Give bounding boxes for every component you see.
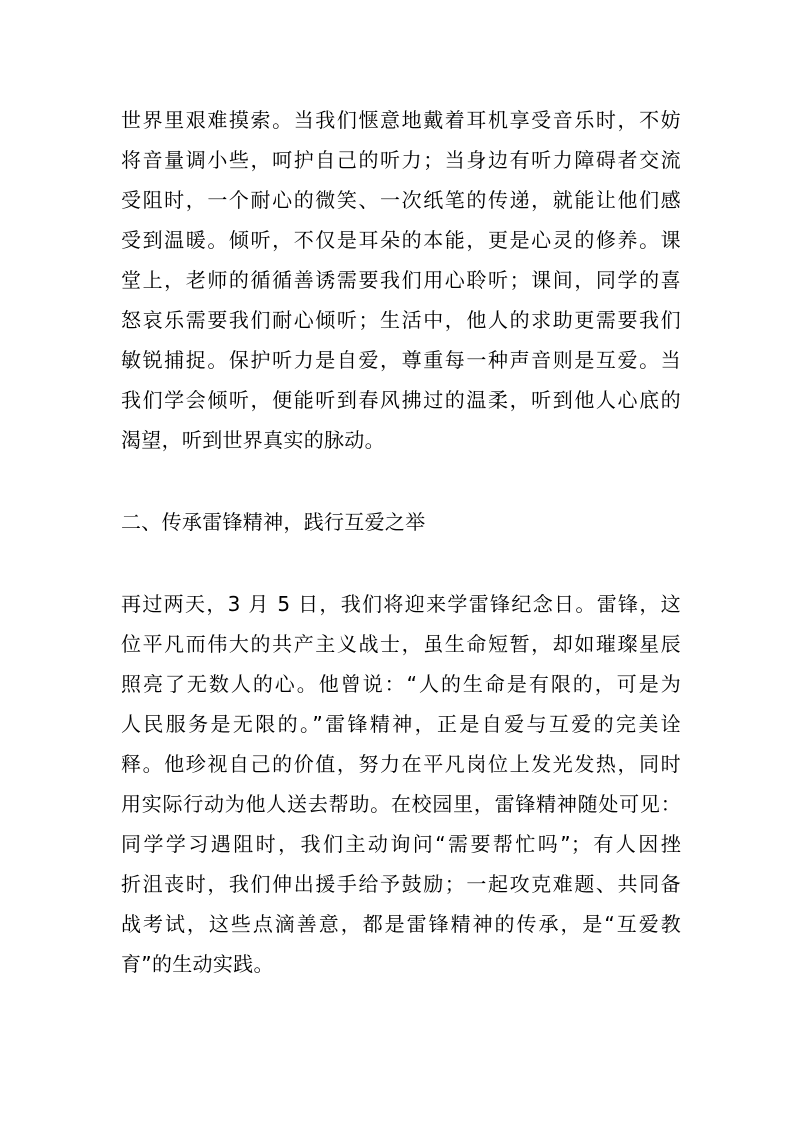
text-line: 再过两天，3 月 5 日，我们将迎来学雷锋纪念日。雷锋，这 (121, 592, 681, 616)
document-body (121, 100, 681, 984)
text-line: 世界里艰难摸索。当我们惬意地戴着耳机享受音乐时，不妨 (121, 108, 681, 132)
text-line: 人民服务是无限的。”雷锋精神，正是自爱与互爱的完美诠 (121, 712, 681, 736)
text-line: 折沮丧时，我们伸出援手给予鼓励；一起攻克难题、共同备 (121, 872, 681, 896)
text-line: 受阻时，一个耐心的微笑、一次纸笔的传递，就能让他们感 (121, 188, 681, 212)
text-line: 受到温暖。倾听，不仅是耳朵的本能，更是心灵的修养。课 (121, 228, 681, 252)
section-heading: 二、传承雷锋精神，践行互爱之举 (121, 510, 426, 534)
text-line: 怒哀乐需要我们耐心倾听；生活中，他人的求助更需要我们 (121, 308, 681, 332)
paragraph-spacer (121, 460, 681, 502)
paragraph-spacer (121, 542, 681, 584)
paragraph-lei-feng (121, 584, 681, 984)
text-line: 用实际行动为他人送去帮助。在校园里，雷锋精神随处可见： (121, 792, 681, 816)
text-line: 照亮了无数人的心。他曾说：“人的生命是有限的，可是为 (121, 672, 681, 696)
text-line: 战考试，这些点滴善意，都是雷锋精神的传承，是“互爱教 (121, 912, 681, 936)
text-line: 敏锐捕捉。保护听力是自爱，尊重每一种声音则是互爱。当 (121, 348, 681, 372)
text-line: 堂上，老师的循循善诱需要我们用心聆听；课间，同学的喜 (121, 268, 681, 292)
text-line: 渴望，听到世界真实的脉动。 (121, 428, 385, 452)
text-line: 位平凡而伟大的共产主义战士，虽生命短暂，却如璀璨星辰 (121, 632, 681, 656)
text-line: 同学学习遇阻时，我们主动询问“需要帮忙吗”；有人因挫 (121, 832, 681, 856)
text-line: 我们学会倾听，便能听到春风拂过的温柔，听到他人心底的 (121, 388, 681, 412)
text-line: 将音量调小些，呵护自己的听力；当身边有听力障碍者交流 (121, 148, 681, 172)
paragraph-listening (121, 100, 681, 460)
text-line: 育”的生动实践。 (121, 952, 274, 976)
text-line: 释。他珍视自己的价值，努力在平凡岗位上发光发热，同时 (121, 752, 681, 776)
